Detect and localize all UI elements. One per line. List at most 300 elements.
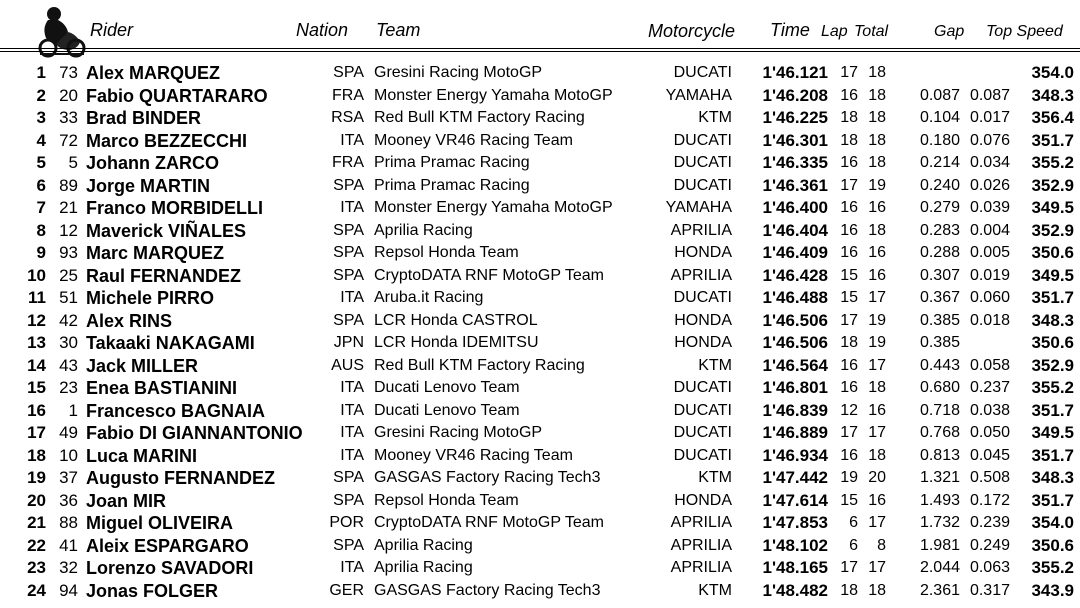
top-speed: 352.9 [1031,355,1074,375]
position: 15 [27,378,46,397]
nation: SPA [333,221,364,239]
total-laps: 18 [868,86,886,104]
rider-name: Johann ZARCO [86,153,219,173]
gap-first: 0.288 [919,244,960,261]
team-name: Mooney VR46 Racing Team [374,446,573,464]
header-motorcycle: Motorcycle [648,21,736,41]
gap-previous: 0.004 [969,221,1010,239]
table-row [0,85,1080,107]
rider-name: Marc MARQUEZ [86,243,225,263]
lap-time: 1'46.428 [762,265,828,285]
rider-name: Alex MARQUEZ [86,63,221,83]
rider-number: 30 [59,333,78,352]
gap-previous: 0.058 [969,356,1010,374]
gap-first: 2.361 [919,581,960,599]
table-row [0,535,1080,557]
gap-first: 0.443 [919,356,960,374]
position: 11 [28,288,46,307]
table-row [0,310,1080,332]
position: 6 [36,175,46,195]
motorcycle: APRILIA [670,266,732,284]
table-row [0,400,1080,422]
rider-name: Luca MARINI [86,445,198,466]
table-row [0,512,1080,534]
table-row [0,130,1080,152]
position: 14 [27,355,46,375]
motorcycle: APRILIA [670,221,732,239]
total-laps: 18 [868,64,886,81]
position: 9 [36,243,46,262]
gap-first: 0.240 [919,176,960,194]
lap-time: 1'47.614 [762,490,828,510]
header-lap: Lap [821,23,848,40]
nation: FRA [332,154,364,171]
best-lap: 18 [840,131,858,149]
total-laps: 18 [868,446,886,464]
lap-time: 1'46.889 [762,423,828,442]
lap-time: 1'46.301 [762,130,828,150]
top-speed: 351.7 [1031,445,1074,465]
position: 3 [36,108,46,127]
rider-name: Takaaki NAKAGAMI [86,333,255,353]
gap-first: 0.307 [919,266,960,284]
lap-time: 1'46.404 [762,220,828,240]
top-speed: 349.5 [1031,198,1074,217]
total-laps: 18 [868,131,886,149]
top-speed: 355.2 [1031,378,1074,397]
lap-time: 1'48.102 [762,535,828,555]
lap-time: 1'46.208 [762,85,828,105]
best-lap: 17 [840,424,858,441]
nation: GER [329,581,364,599]
best-lap: 15 [840,491,858,509]
top-speed: 356.4 [1031,108,1074,127]
best-lap: 12 [840,401,858,419]
gap-previous: 0.249 [969,536,1010,554]
header-gap: Gap [934,23,965,40]
total-laps: 19 [868,334,886,351]
lap-time: 1'46.564 [762,355,828,375]
gap-previous: 0.239 [969,514,1010,531]
total-laps: 18 [868,221,886,239]
total-laps: 19 [868,311,886,329]
total-laps: 17 [868,559,886,576]
best-lap: 16 [840,221,858,239]
nation: ITA [340,559,364,576]
position: 1 [36,63,46,82]
motorcycle: KTM [698,469,732,486]
best-lap: 17 [840,176,858,194]
best-lap: 16 [840,356,858,374]
gap-previous: 0.045 [969,446,1010,464]
best-lap: 16 [840,154,858,171]
motorcycle: HONDA [674,311,732,329]
team-name: Repsol Honda Team [374,491,519,509]
position: 16 [27,400,46,420]
top-speed: 350.6 [1031,535,1074,555]
nation: POR [329,514,364,531]
team-name: Monster Energy Yamaha MotoGP [374,86,613,104]
lap-time: 1'47.442 [762,468,828,487]
position: 17 [27,423,46,442]
best-lap: 19 [840,469,858,486]
team-name: LCR Honda IDEMITSU [374,334,539,351]
gap-first: 1.321 [919,469,960,486]
total-laps: 18 [868,109,886,126]
table-row [0,220,1080,242]
lap-time: 1'46.121 [762,63,828,82]
table-row [0,242,1080,264]
total-laps: 17 [868,424,886,441]
top-speed: 354.0 [1031,63,1074,82]
header-total: Total [854,23,889,40]
best-lap: 16 [840,379,858,396]
team-name: GASGAS Factory Racing Tech3 [374,581,601,599]
gap-first: 0.680 [919,379,960,396]
header-top-speed: Top Speed [986,23,1063,40]
top-speed: 349.5 [1031,265,1074,285]
lap-time: 1'46.400 [762,198,828,217]
nation: ITA [340,379,364,396]
motorcycle: APRILIA [670,536,732,554]
rider-name: Enea BASTIANINI [86,378,238,398]
best-lap: 16 [840,446,858,464]
team-name: Gresini Racing MotoGP [374,424,543,441]
total-laps: 16 [868,401,886,419]
team-name: Aprilia Racing [374,536,473,554]
top-speed: 348.3 [1031,85,1074,105]
rider-name: Miguel OLIVEIRA [86,513,234,533]
top-speed: 351.7 [1031,490,1074,510]
nation: ITA [340,131,364,149]
position: 23 [27,558,46,577]
gap-first: 0.768 [919,424,960,441]
nation: RSA [331,109,364,126]
position: 10 [27,265,46,285]
gap-previous: 0.063 [969,559,1010,576]
best-lap: 6 [849,536,858,554]
gap-first: 0.104 [919,109,960,126]
table-row [0,197,1080,219]
position: 24 [27,580,46,600]
gap-first: 0.385 [919,334,960,351]
team-name: Monster Energy Yamaha MotoGP [374,199,613,216]
rider-number: 32 [59,558,78,577]
rider-number: 1 [68,400,78,420]
gap-previous: 0.172 [969,491,1010,509]
gap-first: 0.087 [919,86,960,104]
rider-number: 73 [59,63,78,82]
motorcycle: DUCATI [673,424,732,441]
team-name: Aprilia Racing [374,221,473,239]
lap-time: 1'46.934 [762,445,828,465]
top-speed: 355.2 [1031,153,1074,172]
rider-number: 12 [59,220,78,240]
position: 20 [27,490,46,510]
gap-first: 0.214 [919,154,960,171]
nation: ITA [340,424,364,441]
total-laps: 18 [868,154,886,171]
best-lap: 18 [840,109,858,126]
lap-time: 1'46.506 [762,333,828,352]
motorcycle: DUCATI [673,131,732,149]
gap-previous: 0.019 [969,266,1010,284]
best-lap: 18 [840,334,858,351]
table-row [0,467,1080,489]
rider-number: 51 [59,288,78,307]
table-row [0,355,1080,377]
rider-number: 25 [59,265,78,285]
header-divider [0,48,1080,49]
rider-number: 49 [59,423,78,442]
motorcycle: KTM [698,581,732,599]
best-lap: 17 [840,64,858,81]
nation: SPA [333,491,364,509]
gap-first: 2.044 [919,559,960,576]
rider-number: 93 [59,243,78,262]
gap-first: 0.385 [919,311,960,329]
total-laps: 16 [868,199,886,216]
motorcycle: DUCATI [673,379,732,396]
gap-first: 0.283 [919,221,960,239]
position: 13 [27,333,46,352]
best-lap: 17 [840,311,858,329]
top-speed: 350.6 [1031,333,1074,352]
position: 18 [27,445,46,465]
gap-first: 1.493 [919,491,960,509]
lap-time: 1'47.853 [762,513,828,532]
lap-time: 1'48.165 [762,558,828,577]
rider-number: 89 [59,175,78,195]
rider-name: Lorenzo SAVADORI [86,558,254,578]
total-laps: 18 [868,379,886,396]
header-time: Time [770,20,810,40]
rider-name: Joan MIR [86,490,167,511]
rider-number: 36 [59,490,78,510]
best-lap: 18 [840,581,858,599]
top-speed: 355.2 [1031,558,1074,577]
total-laps: 19 [868,176,886,194]
motorcycle: APRILIA [670,514,732,531]
gap-first: 1.732 [919,514,960,531]
rider-name: Aleix ESPARGARO [86,535,249,556]
header-nation: Nation [296,20,349,40]
position: 21 [27,513,46,532]
team-name: Red Bull KTM Factory Racing [374,109,585,126]
nation: ITA [340,199,364,216]
nation: ITA [340,289,364,306]
team-name: Ducati Lenovo Team [374,401,520,419]
team-name: Ducati Lenovo Team [374,379,520,396]
motorcycle: DUCATI [673,401,732,419]
total-laps: 16 [868,244,886,261]
nation: SPA [333,244,364,261]
best-lap: 16 [840,244,858,261]
nation: ITA [340,401,364,419]
position: 12 [27,310,46,330]
table-row [0,287,1080,309]
table-row [0,422,1080,444]
nation: SPA [333,266,364,284]
position: 19 [27,468,46,487]
rider-name: Michele PIRRO [86,288,215,308]
top-speed: 351.7 [1031,400,1074,420]
best-lap: 15 [840,289,858,306]
motorcycle: APRILIA [670,559,732,576]
total-laps: 16 [868,266,886,284]
lap-time: 1'46.225 [762,108,828,127]
nation: FRA [332,86,364,104]
top-speed: 348.3 [1031,468,1074,487]
table-row [0,557,1080,579]
gap-previous: 0.087 [969,86,1010,104]
rider-name: Maverick VIÑALES [86,220,247,241]
lap-time: 1'46.335 [762,153,828,172]
team-name: Prima Pramac Racing [374,154,530,171]
lap-time: 1'48.482 [762,580,828,600]
gap-previous: 0.034 [969,154,1010,171]
top-speed: 352.9 [1031,220,1074,240]
table-row [0,580,1080,602]
position: 4 [36,130,46,150]
rider-name: Fabio DI GIANNANTONIO [86,423,303,443]
table-row [0,377,1080,399]
best-lap: 6 [849,514,858,531]
gap-previous: 0.050 [969,424,1010,441]
table-row [0,490,1080,512]
position: 7 [36,198,46,217]
motorcycle: KTM [698,356,732,374]
rider-number: 88 [59,513,78,532]
total-laps: 17 [868,356,886,374]
top-speed: 351.7 [1031,130,1074,150]
lap-time: 1'46.506 [762,310,828,330]
gap-previous: 0.317 [969,581,1010,599]
top-speed: 350.6 [1031,243,1074,262]
rider-name: Raul FERNANDEZ [86,265,242,286]
table-row [0,332,1080,354]
gap-previous: 0.017 [969,109,1010,126]
rider-name: Marco BEZZECCHI [86,130,248,151]
motorcycle: KTM [698,109,732,126]
lap-time: 1'46.839 [762,400,828,420]
rider-number: 21 [59,198,78,217]
best-lap: 17 [840,559,858,576]
rider-number: 43 [59,355,78,375]
motorcycle: HONDA [674,334,732,351]
total-laps: 17 [868,289,886,306]
total-laps: 20 [868,469,886,486]
gap-previous: 0.076 [969,131,1010,149]
lap-time: 1'46.801 [762,378,828,397]
rider-name: Francesco BAGNAIA [86,400,266,421]
header-divider-2 [0,51,1080,52]
nation: ITA [340,446,364,464]
table-row [0,107,1080,129]
rider-number: 94 [59,580,78,600]
rider-name: Fabio QUARTARARO [86,85,268,106]
team-name: Prima Pramac Racing [374,176,530,194]
header-rider: Rider [90,20,134,40]
lap-time: 1'46.409 [762,243,828,262]
rider-number: 5 [68,153,78,172]
position: 5 [36,153,46,172]
table-row [0,445,1080,467]
table-row [0,152,1080,174]
gap-first: 0.279 [919,199,960,216]
rider-number: 41 [59,535,78,555]
top-speed: 348.3 [1031,310,1074,330]
gap-first: 0.367 [919,289,960,306]
team-name: CryptoDATA RNF MotoGP Team [374,266,604,284]
gap-previous: 0.039 [969,199,1010,216]
best-lap: 16 [840,199,858,216]
table-row [0,62,1080,84]
gap-previous: 0.026 [969,176,1010,194]
rider-name: Jack MILLER [86,355,199,376]
nation: SPA [333,311,364,329]
motogp-rider-icon [38,4,86,58]
motorcycle: YAMAHA [665,199,732,216]
best-lap: 15 [840,266,858,284]
team-name: Repsol Honda Team [374,244,519,261]
team-name: Mooney VR46 Racing Team [374,131,573,149]
nation: JPN [333,334,364,351]
rider-number: 72 [59,130,78,150]
rider-name: Brad BINDER [86,108,202,128]
team-name: LCR Honda CASTROL [374,311,538,329]
motorcycle: YAMAHA [665,86,732,104]
nation: SPA [333,536,364,554]
motorcycle: HONDA [674,491,732,509]
rider-name: Jorge MARTIN [86,175,211,196]
table-row [0,265,1080,287]
position: 22 [27,535,46,555]
team-name: CryptoDATA RNF MotoGP Team [374,514,604,531]
team-name: GASGAS Factory Racing Tech3 [374,469,601,486]
motorcycle: DUCATI [673,176,732,194]
position: 8 [36,220,46,240]
nation: SPA [333,64,364,81]
gap-first: 0.813 [919,446,960,464]
team-name: Aprilia Racing [374,559,473,576]
position: 2 [36,85,46,105]
rider-name: Augusto FERNANDEZ [86,468,275,488]
gap-previous: 0.237 [969,379,1010,396]
nation: SPA [333,176,364,194]
rider-number: 42 [59,310,78,330]
gap-first: 0.180 [919,131,960,149]
team-name: Gresini Racing MotoGP [374,64,543,81]
gap-first: 1.981 [919,536,960,554]
rider-name: Jonas FOLGER [86,580,219,601]
top-speed: 351.7 [1031,288,1074,307]
table-row [0,175,1080,197]
gap-previous: 0.508 [969,469,1010,486]
lap-time: 1'46.488 [762,288,828,307]
motorcycle: DUCATI [673,64,732,81]
total-laps: 17 [868,514,886,531]
gap-previous: 0.060 [969,289,1010,306]
gap-first: 0.718 [919,401,960,419]
top-speed: 354.0 [1031,513,1074,532]
top-speed: 352.9 [1031,175,1074,195]
team-name: Red Bull KTM Factory Racing [374,356,585,374]
motorcycle: DUCATI [673,446,732,464]
total-laps: 16 [868,491,886,509]
top-speed: 343.9 [1031,580,1074,600]
motorcycle: DUCATI [673,154,732,171]
